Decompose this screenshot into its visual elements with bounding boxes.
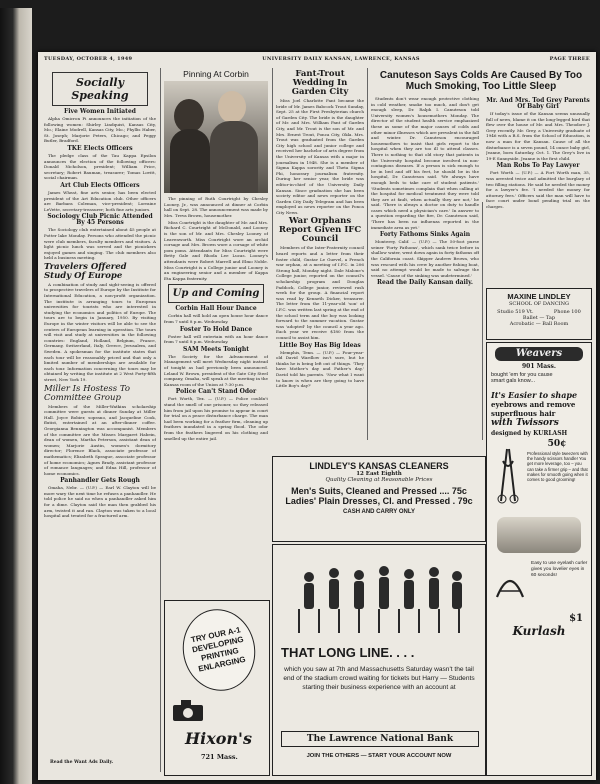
article-body: Miss Joel Charlotte Fant became the bride of Mr. James Babcock Trout Sunday, Sept. 25 at the First Presbyterian church of Garden City. The bride is the daughter of Mr. and Mrs. William Fant of Garden City, and Mr. Trout is the son of Mr. and Mrs. Ernest Trout, Ponca City, Okla. Mrs. Trout was graduated from the Garden City high school and junior college and received her bachelor of arts degree from the University of Kansas with a major in journalism in 1948. She is a member of Sigma Kappa sorority and Theta Sigma Phi, honorary journalism fraternity. During her senior year, the bride was editor-in-chief of the University Daily Kansan. Since graduation she has been society editor and news reporter on the Garden City Daily Telegram and has been employed as news reporter on the Ponca City News.	[276, 98, 364, 215]
ad-title: LINDLEY'S KANSAS CLEANERS	[309, 461, 449, 471]
brand-logo: Kurlash	[512, 624, 566, 638]
paper-title: UNIVERSITY DAILY KANSAN, LAWRENCE, KANSAS	[262, 56, 420, 62]
woman-figure	[174, 99, 204, 133]
hixons-ad	[164, 600, 270, 776]
ad-classes: Ballet — Tap	[522, 315, 556, 321]
ad-line: superfluous hair	[491, 409, 556, 418]
man-figure	[210, 121, 258, 193]
ad-tagline: TRY OUR A-1 DEVELOPING PRINTING ENLARGING	[190, 625, 247, 674]
article-body: A combination of study and sight-seeing is offered to prospective travelers of Europe by the Institute for International Education, a non-profit organization. The institute is arranging tours to European universities for tourists who are interested in studying the economics and politics of Europe. The tours are to begin in January, 1950. By visiting Europe in the winter visitors will be able to see the centers of European learning in operation. The tours will visit and study at universities in the following countries: England, Holland, Belgium, France, Germany, Switzerland, Italy, Greece, Jerusalem, and Sweden. A spokesman for the institute states that each tour will be reasonably priced and that only a limited number of memberships are available for each tour. Information concerning the tours may be obtained by writing the institute at 2 West Forty-fifth street, New York 19.	[44, 281, 156, 382]
headline: Corbin Hall Hour Dance	[175, 305, 257, 313]
ad-address: 12 East Eighth	[356, 471, 402, 477]
tweezers-icon	[493, 441, 523, 505]
ad-price: $1	[569, 613, 583, 624]
banner-headline: Canuteson Says Colds Are Caused By Too Much Smoking, Too Little Sleep	[379, 70, 583, 92]
ad-subtitle: SCHOOL OF DANCING	[508, 301, 570, 307]
ad-line: It's Easier to shape	[491, 390, 578, 400]
photo-headline: Pinning At Corbin	[183, 69, 249, 79]
running-header	[44, 56, 590, 65]
ad-line: designed by KURLASH	[491, 430, 568, 437]
article-body: Foster hall will entertain with an hour dance from 7 until 8 p.m. Wednesday.	[164, 333, 268, 345]
article-body: Students don't wear enough protective clothing in cold weather, smoke too much, and don't get enough sleep, Dr. Ralph I. Canuteson told University women's housemothers Monday. The director of the student health service emphasized these as some of the major causes of colds and other minor illnesses which are prevalent in the fall and winter. Dr. Canuteson encouraged housemothers to insist that girls report to the hospital when they are too ill to attend classes. There is nothing to that old story that patients in the University hospital become involved in non-contagious diseases. If a person is sick enough to be in bed and off his feet, he should be in the hospital, Dr. Canuteson said. 'We always have enough beds to take care of student patients.' 'Students sometimes complain that when calling at the hospital for medical treatment they were told they are at fault, when actually they are not,' he said. 'There is always a doctor on duty to handle cases which need a physician's care.' In answer to a question regarding the fire, Dr. Canuteson said, 'There has been no influenza reported in the immediate area as yet.'	[371, 96, 479, 230]
headline: Police Can't Stand Odor	[175, 388, 257, 396]
article-body: The Society for the Advancement of Management will meet Wednesday night instead of tonight as had previously been announced. Leland W. Brown, president of the Gate City Steel company, Omaha, will speak at the meeting in the Kansas room of the Union at 7:30 p.m.	[164, 353, 268, 387]
article-body: Miss Courtright is the daughter of Mr. and Mrs. Richard C. Courtright of McDonald, and Looney is the son of Mr. and Mrs. Chesley Looney of Leavenworth. Miss Courtright wore an orchid corsage and Mrs. Brown wore a corsage of white pom poms. Attendants for Miss Courtright were Betty Gale and Rhoda Lee Lucas. Looney's attendants were Robert Marrell and Elmo Noble. Miss Courtright is a College junior and Looney is an engineering senior and a member of Kappa Eta Kappa fraternity.	[164, 219, 268, 281]
column-pinning	[164, 68, 268, 542]
column-rule	[482, 202, 483, 440]
article-body: The pledge class of the Tau Kappa Epsilon announces the election of the following officers: Donald Nicholson, president; William Price, secretary; Robert Bauman, treasurer; Tomas Lovitt, social chairman.	[44, 152, 156, 181]
headline: Panhandler Gets Rough	[60, 477, 140, 485]
column-wedding	[276, 68, 364, 424]
article-body: Corbin hall will hold an open house hour dance from 7 until 8 p.m. Wednesday.	[164, 313, 268, 324]
footer-note: Read the Want Ads Daily.	[50, 760, 114, 765]
article-body: James Wheat, fine arts senior, has been elected president of the Art Education club. Other officers are Barbara Coleman, vice-president; Lorraine LeVette, secretary-treasurer; both fine arts juniors.	[44, 189, 156, 212]
ad-line: eyebrows and remove	[491, 400, 576, 409]
ad-classes: Acrobatic — Ball Room	[509, 321, 569, 327]
ad-address: 721 Mass.	[201, 753, 238, 761]
price-line: Ladies' Plain Dresses, Cl. and Pressed . 79c	[285, 496, 473, 506]
footer-note: Read the Daily Kansan daily.	[377, 279, 473, 287]
headline: Five Women Initiated	[64, 108, 136, 115]
camera-icon	[171, 697, 205, 723]
weavers-logo: Weavers	[495, 347, 583, 361]
ad-price: 50¢	[547, 439, 567, 449]
brand-logo: Hixon's	[185, 729, 252, 748]
article-body: The Sociology club entertained about 45 people at Potter lake Monday. Persons who attended the picnic were club members, faculty members and visitors. A light picnic lunch was served and the picnickers enjoyed games and singing. The club members also held a business meeting.	[44, 227, 156, 261]
badge-oval	[175, 602, 262, 697]
ad-line: bought 'em for you cause	[491, 372, 553, 378]
headline: Sociology Club Picnic Attended By 45 Persons	[47, 213, 153, 227]
ad-line: Easy to use eyelash curler gives you lovelier eyes in 60 seconds!	[531, 561, 588, 578]
waiting-line-illustration	[279, 549, 479, 639]
ad-phone: Phone 100	[553, 309, 581, 315]
article-body: Omaha, Nebr. — (U.P.) — Earl W. Clayton will be more wary the next time he refuses a panhandler. He told police he said no when a panhandler asked him for a dime. Clayton said the man then grabbed his arm, twisted it and ran. Clayton was taken to a local hospital and treated for a fractured arm.	[44, 485, 156, 519]
masthead-title: Socially Speaking	[71, 76, 129, 102]
price-line: Men's Suits, Cleaned and Pressed .... 75c	[291, 486, 467, 496]
ad-terms: CASH AND CARRY ONLY	[343, 509, 415, 515]
headline: TKE Elects Officers	[67, 144, 133, 152]
article-body: Fort Worth — (U.P.) — A Fort Worth man, 35, was arrested twice and admitted the burglary of two filling stations. He said he needed the money for a lawyer's fee. 'I needed the money for attorney fees.' Officers said the man will have to face court under bond pending trial on the charges.	[486, 170, 590, 209]
ad-studio: Studio 519 Vt.	[497, 309, 534, 315]
column-rule	[367, 68, 368, 440]
headline: Fant-Trout Wedding In Garden City	[291, 69, 349, 97]
ad-title: MAXINE LINDLEY	[507, 292, 571, 301]
adjacent-page-edge	[0, 8, 32, 784]
page-number: PAGE THREE	[549, 56, 590, 62]
ad-line: with Twissors	[491, 418, 559, 428]
couple-photo	[164, 81, 268, 193]
column-rule	[272, 68, 273, 260]
headline: Art Club Elects Officers	[60, 181, 140, 189]
article-body: If today's issue of the Kansan seems unusually full of news, blame it on the long-legged bird that flew over the house of Mr. and Mrs. Theodore J. Grey recently. Mr. Grey, a University graduate of 1946 with a B.S. from the School of Education, is now a man for the Kansan. Cause of all the disturbance is a seven pound, 14 ounce baby girl, Jeanne, born Saturday, Oct. 1. The Grey's live in 19-E Sunnyside. Jeanne is the first child.	[486, 111, 590, 161]
article-body: Fort Worth, Tex. — (U.P.) — Police couldn't stand the smell of one prisoner, so they released him from jail upon his promise to appear in court for trial on a peace disturbance charge. The man had been working for a feather firm, cleaning up feathers inundated in a spring flood. The odor from the feathers lingered on his clothing and smelled up the entire jail.	[164, 396, 268, 441]
article-body: Alpha Omicron Pi announces the initiation of the following women: Shirley Lindquist, Kansas City, Mo.; Elaine Modrell, Kansas City, Mo.; Phyllis Haber, St. Joseph; Marjorie Peters, Chicago; and Peggy Butler, Bradford.	[44, 116, 156, 144]
socially-speaking-masthead	[52, 72, 148, 106]
ad-tagline: Quality Cleaning at Reasonable Prices	[325, 477, 433, 483]
photo-caption: The pinning of Ruth Courtright by Chesley Looney, Jr., was announced at dinner at Corbin hall on Sept. 28. The announcement was made by Mrs. Treva Brown, housemother.	[164, 196, 268, 218]
ad-line: Professional style tweezers with the handy scissors handle! You get more leverage, too – you can take a firmer grip – and that makes for smooth going when it comes to good grooming!	[527, 451, 588, 483]
article-body: Memphis, Tenn. — (U.P.) — Four-year-old David Wardlow isn't sure, but he thinks he is being left out of things. 'They have Mother's day and Father's day,' David told his parents. 'Now what I want to know is when are they going to have Little Boy's day?'	[276, 349, 364, 389]
bank-ad	[272, 544, 486, 776]
ad-body: which you saw at 7th and Massachusetts Saturday wasn't the tail end of the stadium crowd waiting for tickets but Harry — Students starting their business experience with an account at	[283, 666, 475, 691]
column-rule	[160, 68, 161, 772]
banner-story	[371, 68, 591, 93]
ad-line: smart gals know...	[491, 378, 536, 384]
headline: Little Boy Has Big Ideas	[279, 341, 361, 349]
up-and-coming-logo	[168, 284, 264, 303]
eyelash-curler-icon	[493, 561, 527, 601]
headline: Travelers Offered Study Of Europe	[44, 261, 127, 281]
man-figure	[218, 91, 246, 123]
ad-footer: JOIN THE OTHERS — START YOUR ACCOUNT NOW	[306, 753, 452, 759]
article-body: Members of the Inter-Fraternity council heard reports and a letter from their foster child, Gustav Le Guevel, a French war orphan, at a meeting of I.F.C. in 206 Strong hall, Monday night. Dale Malone's College junior, reported on the council's scholarship program and Douglas Paddock, College junior, reviewed rush week for the group. A financial report was read by Kenneth Dicker, treasurer. The letter from the 11-year-old 'son' of I.F.C. was written last spring at the end of the school term and the boy was looking forward to the summer vacation. Gustav was 'adopted' by the council a year ago. Each year we receive $180 from the council to assist him.	[276, 245, 364, 340]
maxine-lindley-ad	[486, 288, 592, 340]
headline: War Orphans Report Given IFC Council	[278, 216, 362, 245]
headline: Miller Is Hostess To Committee Group	[44, 383, 130, 403]
cleaners-ad	[272, 456, 486, 542]
headline: Forty Fathoms Sinks Again	[379, 231, 471, 239]
ad-address: 901 Mass.	[522, 363, 556, 370]
curler-package-icon	[497, 517, 581, 553]
column-society	[44, 68, 156, 776]
section-logo-text: Up and Coming	[172, 288, 260, 300]
headline: Mr. And Mrs. Tod Grey Parents Of Baby Girl	[486, 97, 590, 110]
woman-figure	[170, 129, 210, 193]
article-body: Members of the Miller-Watkins scholarship committee were guests at dinner Sunday at Miller Hall. Joyce Bobier, soprano, and Jacqueline Cook, flutist, entertained at an after-dinner coffee. Georgianna Bennington was accompanist. Members of the committee are the Misses Margaret Habein, dean of women, Martha Peterson, assistant dean of women; Marjorie Austin, women's dormitory director; Florence Black, associate professor of mathematics; Elizabeth Sprague, associate professor of home economics; Agnes Brady, assistant professor of romance languages; and Edna Hill, professor of home economics.	[44, 403, 156, 476]
date-line: TUESDAY, OCTOBER 4, 1949	[44, 56, 133, 62]
weavers-ad	[486, 342, 592, 776]
ad-headline: THAT LONG LINE. . . .	[281, 645, 415, 660]
newspaper-page	[38, 52, 596, 780]
headline: Man Robs To Pay Lawyer	[496, 162, 580, 170]
headline: Foster To Hold Dance	[179, 325, 253, 333]
article-body: Monterey, Calif. — (U.P.) — The 50-foot purse seiner 'Forty Fathoms', which sank twice before in shallow water, went down again in forty fathoms off the California coast. Skipper Andrew Brown, who was rescued with his crew by another fishing boat, said no attempt would be made to salvage the vessel. 'Cause of the sinking was undetermined.'	[371, 239, 479, 278]
bank-name: The Lawrence National Bank	[281, 731, 479, 747]
headline: SAM Meets Tonight	[183, 345, 249, 353]
column-birth	[486, 96, 590, 296]
column-colds	[371, 96, 479, 414]
